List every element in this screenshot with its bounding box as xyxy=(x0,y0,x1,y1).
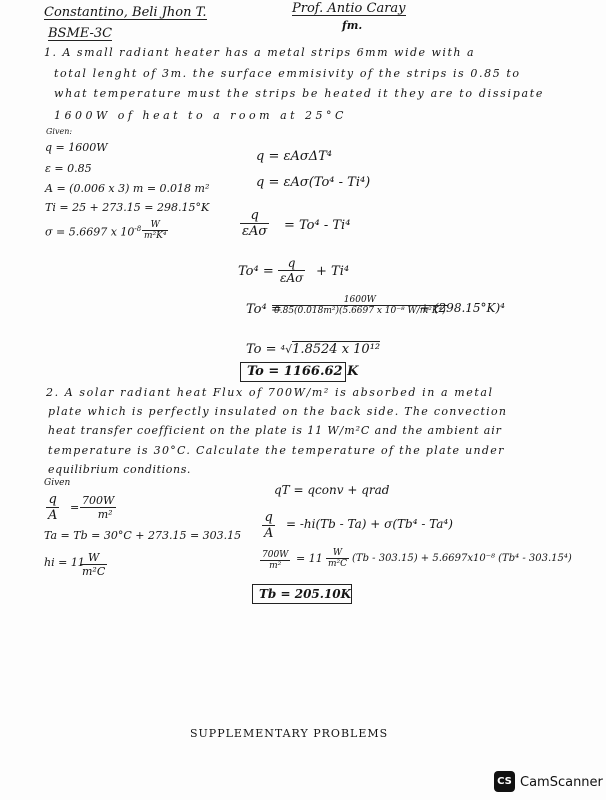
p1-eq-6: To = ⁴√1.8524 x 10¹² xyxy=(246,342,381,357)
p1-given-sigma: σ = 5.6697 x $10^{-8}$ xyxy=(45,225,142,239)
p1-sigma-units: $\frac{W}{\text{m²K⁴}}$ xyxy=(144,220,167,241)
p1-eq-3-rhs: = To⁴ - Ti⁴ xyxy=(284,218,351,233)
p2-eq-2-frac: $\frac{q}{A}$ xyxy=(264,510,274,541)
p1-statement-line: what temperature must the strips be heated it they are to dissipate xyxy=(54,87,545,100)
p2-statement-line: equilibrium conditions. xyxy=(48,463,192,476)
p2-given-label: Given xyxy=(44,478,71,488)
p1-eq-2: q = εAσ(To⁴ - Ti⁴) xyxy=(256,175,371,190)
p1-eq-4-frac: q εAσ xyxy=(280,256,304,285)
p1-statement-line: total lenght of 3m. the surface emmisivity of the strips is 0.85 to xyxy=(54,67,521,80)
p2-eq-3-rest: (Tb - 303.15) + 5.6697x10⁻⁸ (Tb⁴ - 303.15⁴) xyxy=(352,553,572,564)
p1-given-ti: Ti = 25 + 273.15 = 298.15°K xyxy=(45,201,210,214)
section: BSME-3C xyxy=(48,26,113,41)
p2-eq-3-flux: $\frac{700W}{\text{m²}}$ xyxy=(262,550,289,571)
professor-signature: fm. xyxy=(342,19,363,32)
p1-eq-5-frac: $\frac{1600W}{\text{0.85(0.018m²)(5.6697 x 10⁻⁸ W/m²K⁴)}}$ xyxy=(274,295,446,316)
p2-statement-line: 2. A solar radiant heat Flux of 700W/m² is absorbed in a metal xyxy=(46,386,494,399)
p2-eq-2-rhs: = -hi(Tb - Ta) + σ(Tb⁴ - Ta⁴) xyxy=(286,517,453,531)
p1-eq-5-lhs: To⁴ = xyxy=(246,302,282,317)
p1-given-q: q = 1600W xyxy=(45,141,108,154)
p1-given-area: A = (0.006 x 3) m = 0.018 m² xyxy=(45,182,210,195)
p1-eq-4-lhs: To⁴ = xyxy=(238,264,274,279)
p2-answer: Tb = 205.10K xyxy=(259,587,352,601)
p2-statement-line: temperature is 30°C. Calculate the temperature of the plate under xyxy=(48,444,505,457)
p1-given-label: Given: xyxy=(46,127,73,136)
camscanner-logo: CS xyxy=(494,771,515,792)
professor-name: Prof. Antio Caray xyxy=(292,1,406,16)
camscanner-brand: CamScanner xyxy=(520,775,603,790)
p2-statement-line: plate which is perfectly insulated on the back side. The convection xyxy=(48,405,508,418)
p2-eq-3-units: $\frac{W}{\text{m²C}}$ xyxy=(328,548,348,569)
supplementary-problems-heading: SUPPLEMENTARY PROBLEMS xyxy=(190,727,389,740)
student-name: Constantino, Beli Jhon T. xyxy=(44,5,207,20)
p2-hi-units: $\frac{W}{\text{m²C}}$ xyxy=(82,551,106,578)
p1-given-emissivity: ε = 0.85 xyxy=(45,162,92,175)
p1-answer: To = 1166.62 K xyxy=(247,364,359,379)
p2-q-over-a: $\frac{q}{A}$ xyxy=(48,492,58,523)
p1-answer-box xyxy=(240,362,359,382)
p2-eq-3-coef: = 11 xyxy=(296,552,323,565)
p2-ta: Ta = Tb = 30°C + 273.15 = 303.15 xyxy=(44,529,242,542)
p2-heat-flux-value: $\frac{700W}{\text{m²}}$ xyxy=(82,494,115,521)
p2-answer-box xyxy=(252,584,352,604)
p2-hi-lhs: hi = 11 xyxy=(44,556,85,569)
p2-statement-line: heat transfer coefficient on the plate is 11 W/m²C and the ambient air xyxy=(48,424,502,437)
p2-equals: = xyxy=(70,501,80,514)
p1-eq-1: q = εAσΔT⁴ xyxy=(256,149,332,164)
p1-eq-5-rhs: + (298.15°K)⁴ xyxy=(420,301,505,315)
p1-statement-line: 1. A small radiant heater has a metal strips 6mm wide with a xyxy=(44,46,475,59)
p2-eq-1: qT = qconv + qrad xyxy=(274,483,390,497)
p1-statement-line: 1600W of heat to a room at 25°C xyxy=(54,109,347,122)
p1-eq-4-rhs: + Ti⁴ xyxy=(316,264,350,279)
p1-eq-3-frac: q εAσ xyxy=(242,208,268,239)
